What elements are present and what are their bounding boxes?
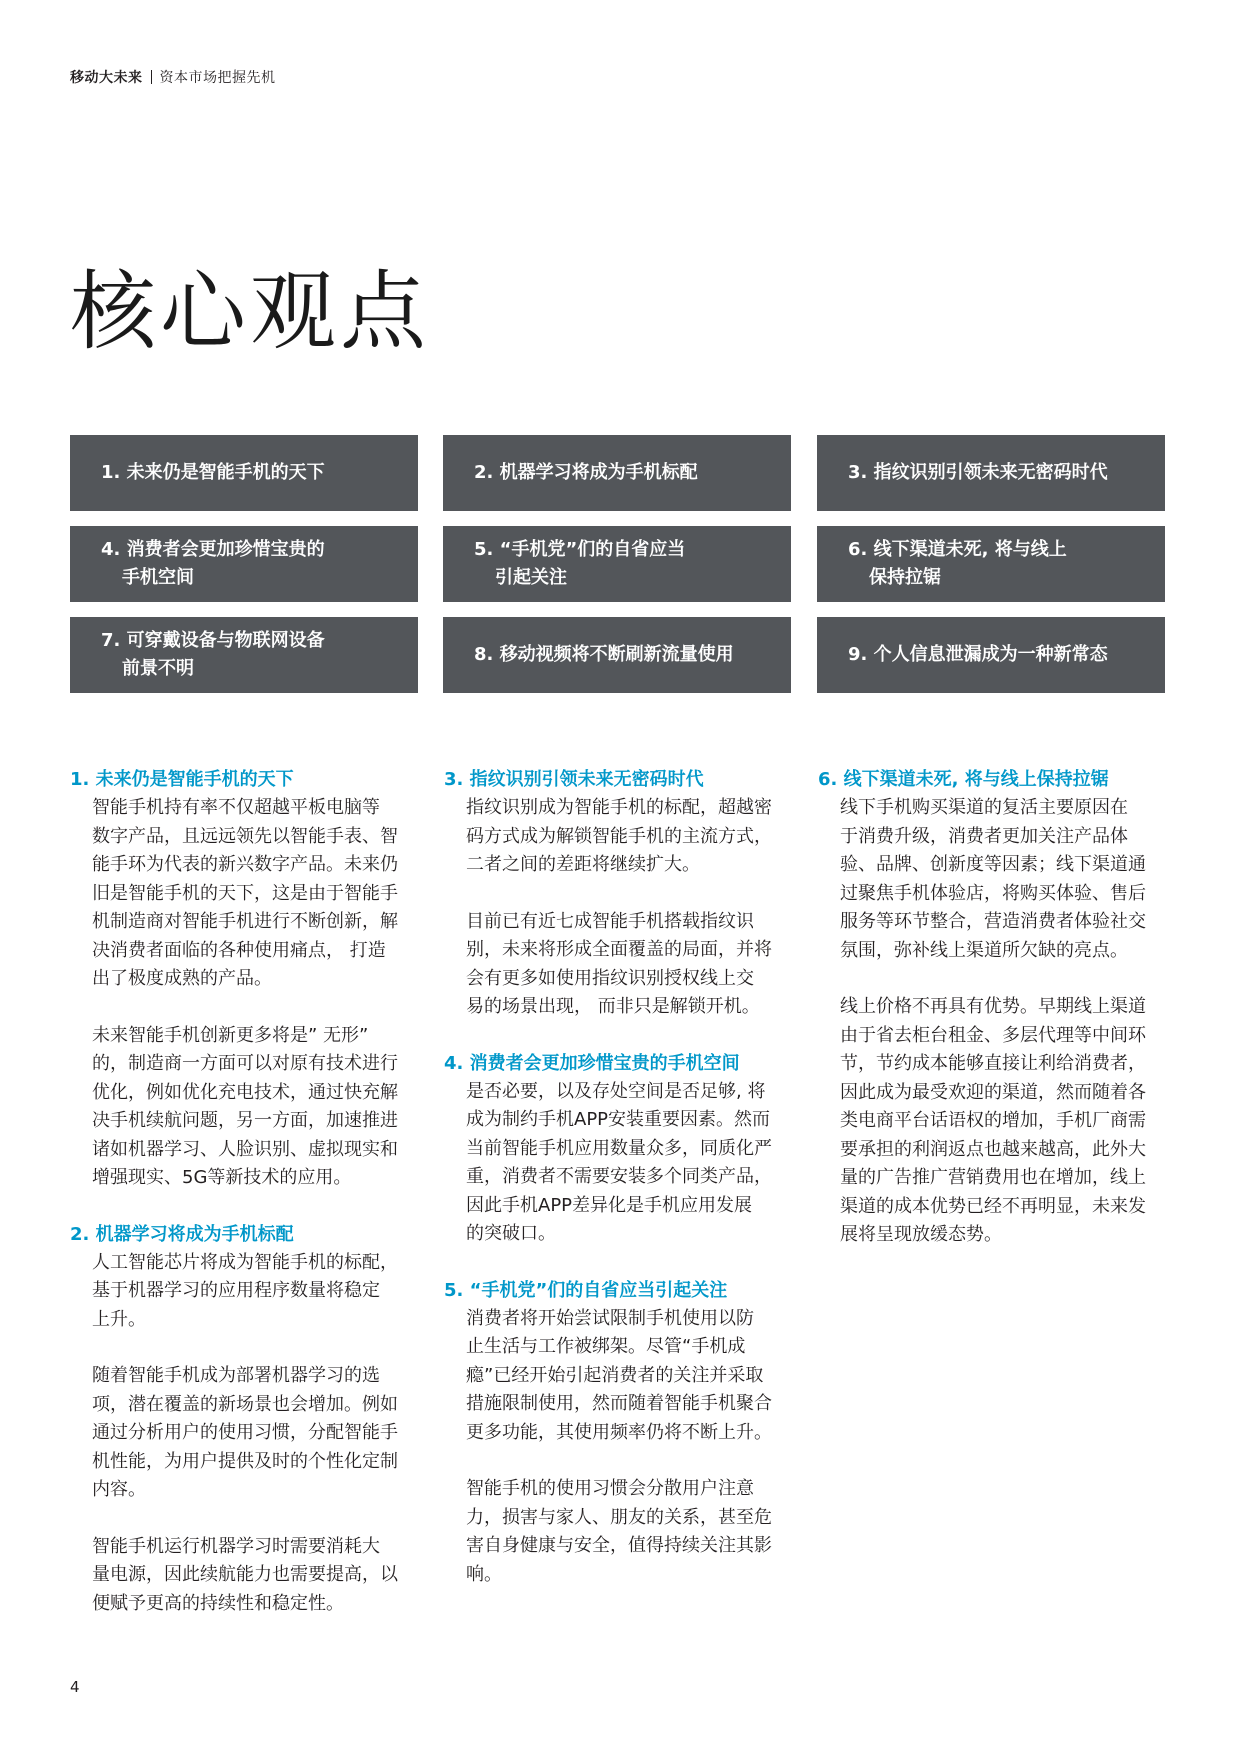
text-line: 指纹识别成为智能手机的标配，超越密	[466, 797, 772, 818]
section	[818, 766, 1178, 1250]
text-line: 别，未来将形成全面覆盖的局面，并将	[466, 939, 772, 960]
summary-box-line: 前景不明	[122, 658, 194, 679]
text-line: 基于机器学习的应用程序数量将稳定	[92, 1280, 380, 1301]
section-title: 4. 消费者会更加珍惜宝贵的手机空间	[444, 1052, 740, 1074]
paragraph	[466, 1305, 804, 1448]
text-line: 验、品牌、创新度等因素；线下渠道通	[840, 854, 1146, 875]
summary-box-2	[443, 435, 791, 511]
summary-box-line: 保持拉锯	[869, 567, 941, 588]
text-line: 的，制造商一方面可以对原有技术进行	[92, 1053, 398, 1074]
paragraph	[92, 1022, 430, 1193]
text-column-1	[70, 766, 430, 1618]
section	[444, 766, 804, 1022]
summary-box-7	[70, 617, 418, 693]
text-line: 瘾”已经开始引起消费者的关注并采取	[466, 1364, 764, 1386]
text-line: 当前智能手机应用数量众多，同质化严	[466, 1137, 772, 1159]
text-line: 因此手机APP差异化是手机应用发展	[466, 1194, 753, 1216]
text-line: 过聚焦手机体验店，将购买体验、售后	[840, 882, 1146, 904]
text-line: 线下手机购买渠道的复活主要原因在	[840, 797, 1128, 818]
section-title: 6. 线下渠道未死, 将与线上保持拉锯	[818, 769, 1109, 790]
summary-box-5	[443, 526, 791, 602]
text-line: 由于省去柜台租金、多层代理等中间环	[840, 1024, 1146, 1046]
header-divider	[151, 70, 152, 84]
text-column-3	[818, 766, 1178, 1250]
text-line: 量的广告推广营销费用也在增加，线上	[840, 1167, 1146, 1188]
summary-box-line: 3. 指纹识别引领未来无密码时代	[848, 462, 1108, 483]
text-line: 措施限制使用，然而随着智能手机聚合	[466, 1393, 772, 1414]
paragraph	[840, 993, 1178, 1250]
section-title: 2. 机器学习将成为手机标配	[70, 1223, 294, 1245]
section	[70, 766, 430, 1193]
text-line: 决消费者面临的各种使用痛点， 打造	[92, 939, 386, 961]
text-line: 更多功能，其使用频率仍将不断上升。	[466, 1421, 772, 1443]
text-line: 消费者将开始尝试限制手机使用以防	[466, 1307, 754, 1329]
text-line: 内容。	[92, 1479, 146, 1500]
page-number: 4	[70, 1678, 80, 1696]
paragraph	[92, 1249, 430, 1335]
text-line: 便赋予更高的持续性和稳定性。	[92, 1592, 344, 1614]
text-line: 类电商平台话语权的增加，手机厂商需	[840, 1110, 1146, 1131]
summary-box-line: 9. 个人信息泄漏成为一种新常态	[848, 644, 1108, 665]
text-line: 易的场景出现， 而非只是解锁开机。	[466, 996, 760, 1017]
text-line: 目前已有近七成智能手机搭载指纹识	[466, 910, 754, 932]
text-line: 于消费升级，消费者更加关注产品体	[840, 825, 1128, 847]
text-line: 智能手机运行机器学习时需要消耗大	[92, 1535, 380, 1557]
text-line: 止生活与工作被绑架。尽管“手机成	[466, 1336, 746, 1357]
section-title: 1. 未来仍是智能手机的天下	[70, 769, 294, 790]
summary-box-line: 7. 可穿戴设备与物联网设备	[101, 630, 325, 651]
text-line: 未来智能手机创新更多将是” 无形”	[92, 1024, 369, 1046]
text-column-2	[444, 766, 804, 1589]
text-line: 机制造商对智能手机进行不断创新，解	[92, 911, 398, 932]
text-line: 线上价格不再具有优势。早期线上渠道	[840, 996, 1146, 1017]
text-line: 服务等环节整合，营造消费者体验社交	[840, 911, 1146, 932]
header-brand: 移动大未来	[70, 70, 143, 86]
text-line: 数字产品，且远远领先以智能手表、智	[92, 825, 398, 847]
text-line: 量电源，因此续航能力也需要提高，以	[92, 1564, 398, 1585]
text-line: 通过分析用户的使用习惯，分配智能手	[92, 1422, 398, 1443]
summary-box-line: 6. 线下渠道未死, 将与线上	[848, 539, 1067, 560]
text-line: 二者之间的差距将继续扩大。	[466, 854, 700, 875]
summary-box-9	[817, 617, 1165, 693]
text-line: 会有更多如使用指纹识别授权线上交	[466, 967, 754, 989]
summary-box-line: 引起关注	[495, 567, 567, 588]
paragraph	[466, 908, 804, 1022]
text-line: 优化，例如优化充电技术，通过快充解	[92, 1081, 398, 1103]
text-line: 能手环为代表的新兴数字产品。未来仍	[92, 854, 398, 875]
text-line: 上升。	[92, 1308, 146, 1330]
text-line: 码方式成为解锁智能手机的主流方式，	[466, 825, 772, 847]
running-header	[70, 69, 276, 87]
section-title: 3. 指纹识别引领未来无密码时代	[444, 769, 704, 790]
text-line: 节，节约成本能够直接让利给消费者，	[840, 1053, 1146, 1074]
paragraph	[840, 794, 1178, 965]
text-line: 渠道的成本优势已经不再明显，未来发	[840, 1195, 1146, 1217]
summary-box-3	[817, 435, 1165, 511]
paragraph	[466, 1475, 804, 1589]
text-line: 诸如机器学习、人脸识别、虚拟现实和	[92, 1138, 398, 1160]
text-line: 害自身健康与安全，值得持续关注其影	[466, 1535, 772, 1556]
section-title: 5. “手机党”们的自省应当引起关注	[444, 1279, 728, 1301]
summary-box-1	[70, 435, 418, 511]
summary-box-line: 8. 移动视频将不断刷新流量使用	[474, 644, 734, 665]
section	[444, 1050, 804, 1249]
text-line: 力，损害与家人、朋友的关系，甚至危	[466, 1506, 772, 1528]
summary-box-8	[443, 617, 791, 693]
summary-box-line: 4. 消费者会更加珍惜宝贵的	[101, 539, 325, 560]
summary-box-line: 1. 未来仍是智能手机的天下	[101, 462, 325, 483]
text-line: 随着智能手机成为部署机器学习的选	[92, 1365, 380, 1386]
text-line: 成为制约手机APP安装重要因素。然而	[466, 1109, 771, 1130]
summary-box-6	[817, 526, 1165, 602]
text-line: 因此成为最受欢迎的渠道，然而随着各	[840, 1081, 1146, 1103]
text-line: 展将呈现放缓态势。	[840, 1224, 1002, 1245]
text-line: 要承担的利润返点也越来越高，此外大	[840, 1138, 1146, 1160]
header-subtitle: 资本市场把握先机	[159, 70, 276, 86]
text-line: 增强现实、5G等新技术的应用。	[92, 1167, 352, 1188]
text-line: 是否必要，以及存处空间是否足够, 将	[466, 1080, 766, 1102]
page-title: 核心观点	[70, 262, 430, 362]
text-line: 重，消费者不需要安装多个同类产品，	[466, 1166, 772, 1187]
text-line: 的突破口。	[466, 1223, 556, 1244]
section	[70, 1221, 430, 1619]
paragraph	[466, 1078, 804, 1249]
summary-box-line: 手机空间	[122, 567, 194, 588]
text-line: 项，潜在覆盖的新场景也会增加。例如	[92, 1393, 398, 1415]
paragraph	[92, 1533, 430, 1619]
summary-box-line: 2. 机器学习将成为手机标配	[474, 462, 698, 483]
text-line: 响。	[466, 1563, 502, 1585]
text-line: 智能手机持有率不仅超越平板电脑等	[92, 797, 380, 818]
text-line: 人工智能芯片将成为智能手机的标配，	[92, 1251, 398, 1273]
text-line: 智能手机的使用习惯会分散用户注意	[466, 1478, 754, 1499]
text-line: 氛围，弥补线上渠道所欠缺的亮点。	[840, 939, 1128, 961]
paragraph	[466, 794, 804, 880]
text-line: 机性能，为用户提供及时的个性化定制	[92, 1450, 398, 1472]
text-line: 旧是智能手机的天下，这是由于智能手	[92, 882, 398, 904]
paragraph	[92, 1362, 430, 1505]
summary-box-4	[70, 526, 418, 602]
summary-box-line: 5. “手机党”们的自省应当	[474, 539, 686, 560]
text-line: 决手机续航问题，另一方面，加速推进	[92, 1110, 398, 1131]
paragraph	[92, 794, 430, 994]
text-line: 出了极度成熟的产品。	[92, 968, 272, 989]
section	[444, 1277, 804, 1590]
